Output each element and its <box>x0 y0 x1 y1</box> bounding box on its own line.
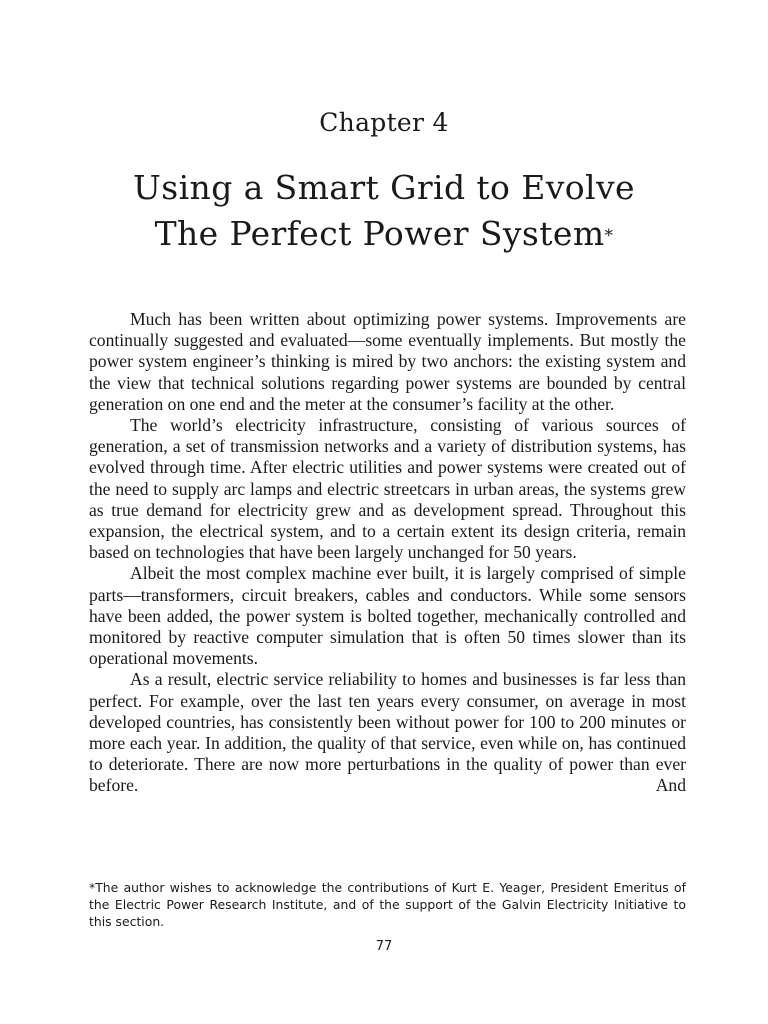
chapter-title-line-1: Using a Smart Grid to Evolve <box>133 168 635 207</box>
paragraph: Albeit the most complex machine ever built, it is largely comprised of simple parts—transformers, circuit breakers, cables and conductors. While some sensors have been added, the power system is bolted together, mechanically controlled and monitored by reactive computer simulation that is often 50 times slower than its operational movements. <box>89 563 686 669</box>
chapter-title-line-2-text: The Perfect Power System <box>154 214 605 253</box>
chapter-title-line-2 <box>0 211 768 257</box>
paragraph: As a result, electric service reliability to homes and businesses is far less than perfect. For example, over the last ten years every consumer, on average in most developed countries, has consistently been without power for 100 to 200 minutes or more each year. In addition, the quality of that service, even while on, has continued to deteriorate. There are now more perturbations in the quality of power than ever before. And <box>89 669 686 796</box>
footnote-marker[interactable]: * <box>604 226 614 246</box>
paragraph: The world’s electricity infrastructure, consisting of various sources of generation, a set of transmission networks and a variety of distribution systems, has evolved through time. After electric utilities and power systems were created out of the need to supply arc lamps and electric streetcars in urban areas, the systems grew as true demand for electricity grew and as development spread. Throughout this expansion, the electrical system, and to a certain extent its design criteria, remain based on technologies that have been largely unchanged for 50 years. <box>89 415 686 563</box>
chapter-title <box>0 165 768 257</box>
paragraph: Much has been written about optimizing power systems. Improvements are continually suggested and evaluated—some eventually implements. But mostly the power system engineer’s thinking is mired by two anchors: the existing system and the view that technical solutions regarding power systems are bounded by central generation on one end and the meter at the consumer’s facility at the other. <box>89 309 686 414</box>
body-text <box>89 309 686 797</box>
footnote: *The author wishes to acknowledge the contributions of Kurt E. Yeager, President Emeritus of the Electric Power Research Institute, and of the support of the Galvin Electricity Initiative to this section. <box>89 880 686 930</box>
chapter-label: Chapter 4 <box>319 108 449 137</box>
page-number: 77 <box>375 939 393 954</box>
